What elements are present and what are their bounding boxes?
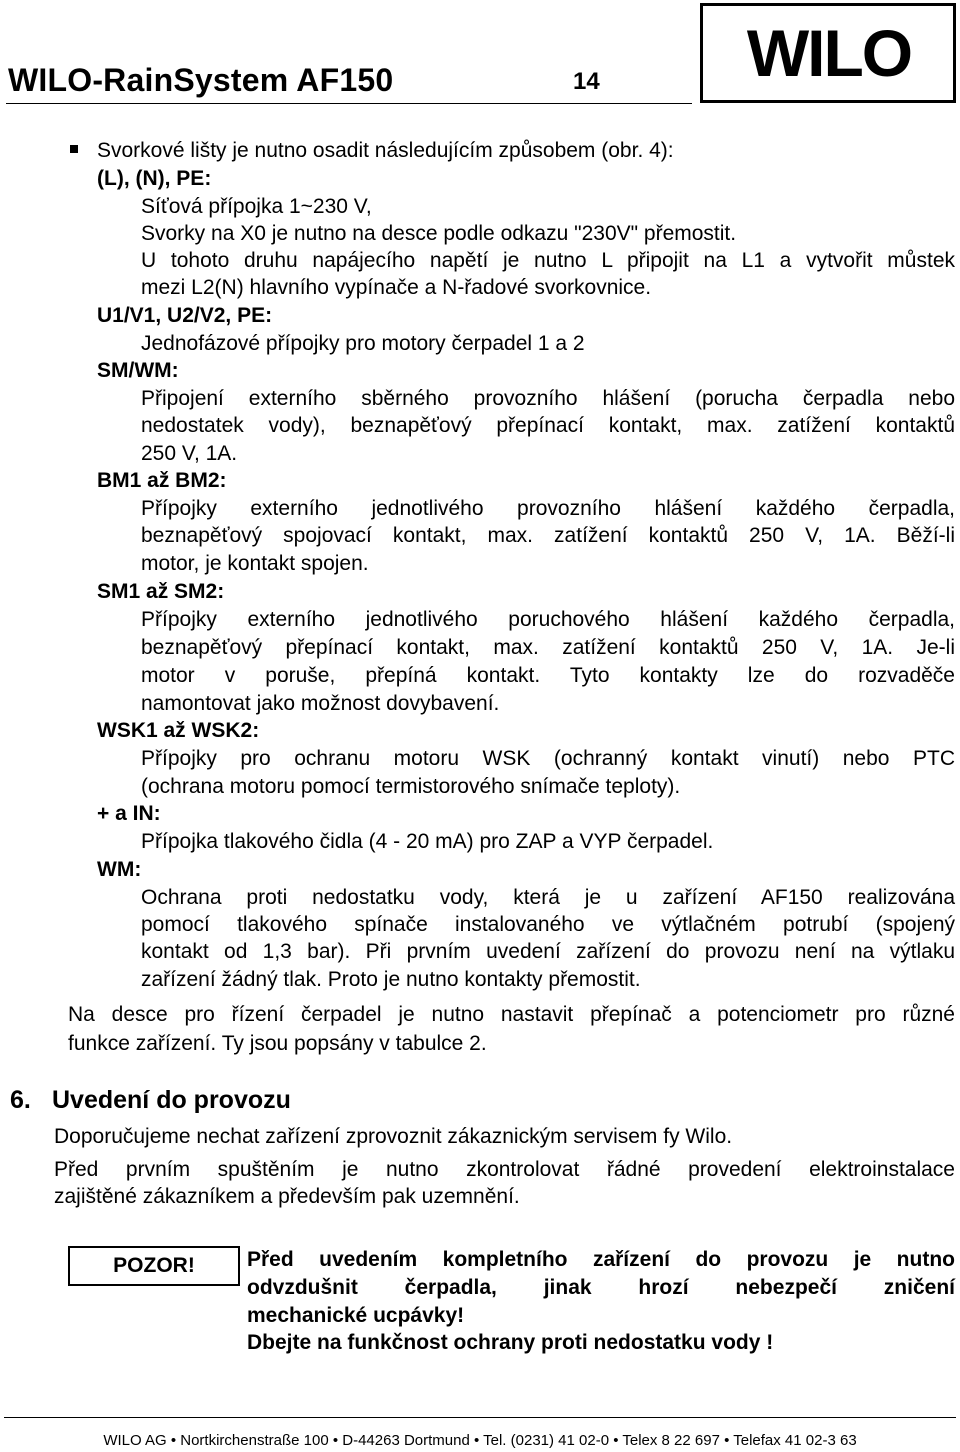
section-paragraph: zajištěné zákazníkem a především pak uzemnění. [54, 1185, 520, 1208]
terminal-text: Ochrana proti nedostatku vody, která je u zařízení AF150 realizována [141, 886, 955, 909]
closing-text: funkce zařízení. Ty jsou popsány v tabulce 2. [68, 1032, 487, 1055]
terminal-label-l-n-pe: (L), (N), PE: [97, 167, 212, 190]
terminal-text: Svorky na X0 je nutno na desce podle odkazu "230V" přemostit. [141, 222, 737, 245]
section-paragraph: Před prvním spuštěním je nutno zkontrolovat řádné provedení elektroinstalace [54, 1158, 955, 1181]
warning-text: Před uvedením kompletního zařízení do provozu je nutno [247, 1248, 955, 1271]
warning-label-box: POZOR! [68, 1246, 240, 1286]
terminal-label-sm-wm: SM/WM: [97, 359, 179, 382]
terminal-text: (ochrana motoru pomocí termistorového snímače teploty). [141, 775, 681, 798]
terminal-text: Připojení externího sběrného provozního hlášení (porucha čerpadla nebo [141, 387, 955, 410]
terminal-label-sm: SM1 až SM2: [97, 580, 225, 603]
terminal-text: kontakt od 1,3 bar). Při prvním uvedení zařízení do provozu není na výtlaku [141, 940, 955, 963]
terminal-label-wsk: WSK1 až WSK2: [97, 719, 260, 742]
warning-text: mechanické ucpávky! [247, 1304, 465, 1327]
section-title: Uvedení do provozu [52, 1086, 291, 1114]
page-number: 14 [573, 68, 600, 95]
wilo-logo [700, 3, 956, 103]
terminal-text: beznapěťový spojovací kontakt, max. zatížení kontaktů 250 V, 1A. Běží-li [141, 524, 955, 547]
terminal-label-u1v1: U1/V1, U2/V2, PE: [97, 304, 273, 327]
footer-divider [4, 1417, 956, 1418]
logo-text: WILO [746, 24, 912, 82]
wilo-logo-mark [725, 24, 933, 82]
footer-contact: WILO AG • Nortkirchenstraße 100 • D-44263 Dortmund • Tel. (0231) 41 02-0 • Telex 8 22 697 • Telefax 41 02-3 63 [103, 1432, 857, 1449]
terminal-text: motor, je kontakt spojen. [141, 552, 369, 575]
document-title: WILO-RainSystem AF150 [8, 62, 394, 98]
bullet-icon [70, 145, 78, 153]
terminal-text: Přípojka tlakového čidla (4 - 20 mA) pro ZAP a VYP čerpadel. [141, 830, 714, 853]
closing-text: Na desce pro řízení čerpadel je nutno nastavit přepínač a potenciometr pro různé [68, 1003, 955, 1026]
terminal-text: mezi L2(N) hlavního vypínače a N-řadové svorkovnice. [141, 276, 652, 299]
terminal-label-bm: BM1 až BM2: [97, 469, 227, 492]
terminal-text: U tohoto druhu napájecího napětí je nutno L připojit na L1 a vytvořit můstek [141, 249, 955, 272]
terminal-text: Přípojky externího jednotlivého provozního hlášení každého čerpadla, [141, 497, 955, 520]
terminal-text: motor v poruše, přepíná kontakt. Tyto kontakty lze do rozvaděče [141, 664, 955, 687]
terminal-label-in: + a IN: [97, 802, 161, 825]
section-paragraph: Doporučujeme nechat zařízení zprovoznit zákaznickým servisem fy Wilo. [54, 1125, 733, 1148]
terminal-text: zařízení žádný tlak. Proto je nutno kontakty přemostit. [141, 968, 641, 991]
warning-text: Dbejte na funkčnost ochrany proti nedostatku vody ! [247, 1331, 774, 1354]
terminal-text: Přípojky pro ochranu motoru WSK (ochranný kontakt vinutí) nebo PTC [141, 747, 955, 770]
section-number: 6. [10, 1086, 31, 1114]
terminal-text: namontovat jako možnost dovybavení. [141, 692, 500, 715]
terminal-label-wm: WM: [97, 858, 142, 881]
header-divider [6, 103, 692, 104]
terminal-text: pomocí tlakového spínače instalovaného ve výtlačném potrubí (spojený [141, 913, 955, 936]
terminal-text: nedostatek vody), beznapěťový přepínací kontakt, max. zatížení kontaktů [141, 414, 955, 437]
terminal-text: 250 V, 1A. [141, 442, 238, 465]
terminal-text: beznapěťový přepínací kontakt, max. zatížení kontaktů 250 V, 1A. Je-li [141, 636, 955, 659]
terminal-text: Přípojky externího jednotlivého poruchového hlášení každého čerpadla, [141, 608, 955, 631]
intro-text: Svorkové lišty je nutno osadit následujícím způsobem (obr. 4): [97, 139, 674, 162]
terminal-text: Síťová přípojka 1~230 V, [141, 195, 372, 218]
warning-text: odvzdušnit čerpadla, jinak hrozí nebezpečí zničení [247, 1276, 955, 1299]
terminal-text: Jednofázové přípojky pro motory čerpadel 1 a 2 [141, 332, 585, 355]
